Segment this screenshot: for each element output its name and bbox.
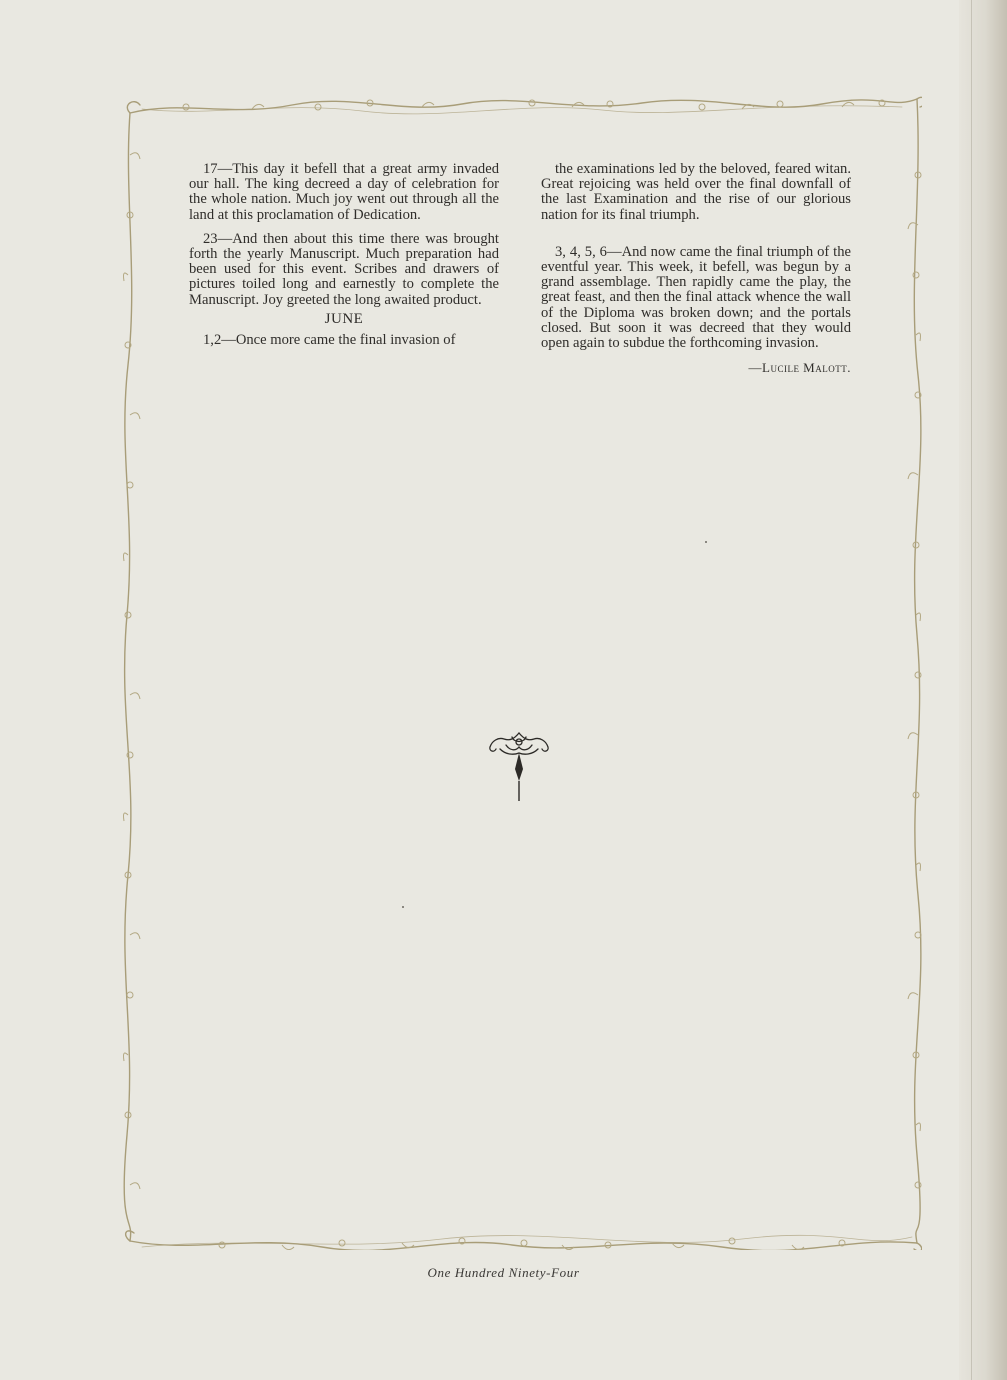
entry-23: 23—And then about this time there was brought forth the yearly Manuscript. Much preparation had been used for this event. Scribes and drawers of pictures toiled long and earnestly to complete the Manuscript. Joy greeted the long awaited product. (189, 230, 499, 308)
article-body (189, 162, 851, 422)
paper-speck (402, 906, 404, 908)
page-edge (959, 0, 1007, 1380)
month-heading-june: JUNE (324, 310, 364, 327)
entry-june-3-6: 3, 4, 5, 6—And now came the final triumph of the eventful year. This week, it befell, was begun by a grand assemblage. Then rapidly came the play, the great feast, and then the final attack whence the wall of the Diploma was broken down; and the portals closed. But soon it was decreed that they would open again to subdue the forthcoming invasion. (541, 243, 851, 352)
right-column (541, 162, 851, 375)
left-column (189, 162, 499, 357)
entry-june-1-2: 1,2—Once more came the final invasion of (203, 331, 456, 348)
page-number-footer: One Hundred Ninety-Four (427, 1265, 580, 1280)
entry-17: 17—This day it befell that a great army invaded our hall. The king decreed a day of celebration for the whole nation. Much joy went out through all the land at this proclamation of Dedication. (189, 161, 499, 223)
fleuron-icon (484, 729, 554, 803)
paper-speck (705, 541, 707, 543)
entry-examinations: the examinations led by the beloved, feared witan. Great rejoicing was held over the final downfall of the last Examination and the rise of our glorious nation for its final triumph. (541, 161, 851, 223)
author-signature: —Lucile Malott. (748, 360, 851, 376)
